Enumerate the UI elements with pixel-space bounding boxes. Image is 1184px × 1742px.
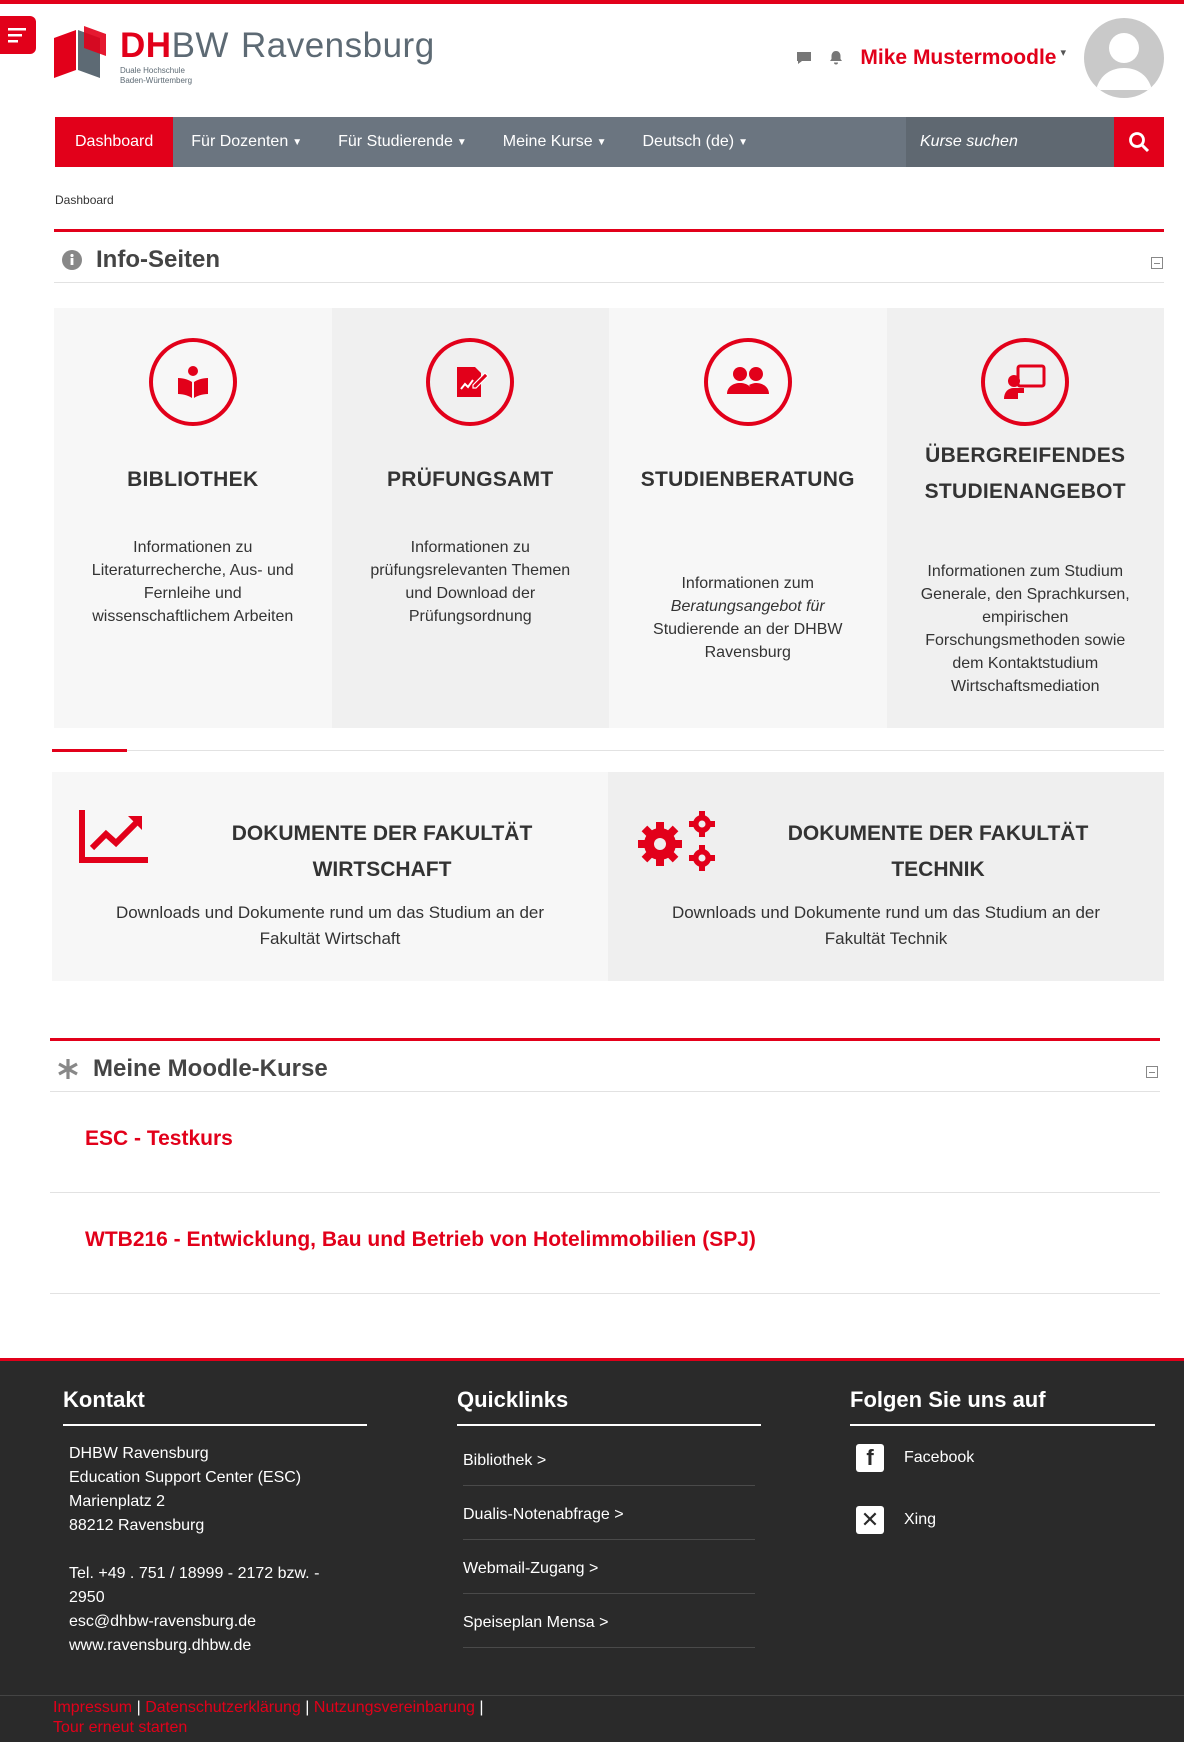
presentation-icon — [1004, 364, 1046, 400]
course-link-wtb216[interactable]: WTB216 - Entwicklung, Bau und Betrieb von Hotelimmobilien (SPJ) — [85, 1228, 756, 1251]
card-uebergreifendes-studienangebot[interactable] — [887, 308, 1165, 728]
docs-accent-bar — [52, 749, 127, 752]
avatar-placeholder-icon — [1084, 18, 1164, 98]
faculty-documents — [52, 772, 1164, 981]
trend-chart-icon — [78, 808, 150, 869]
asterisk-icon — [57, 1058, 79, 1080]
card-title: PRÜFUNGSAMT — [386, 468, 554, 491]
card-icon-circle — [426, 338, 514, 426]
search-icon — [1128, 131, 1150, 153]
footer-legal-links: Impressum | Datenschutzerklärung | Nutzungsvereinbarung | Tour erneut starten — [53, 1699, 484, 1736]
footer-social-title: Folgen Sie uns auf — [850, 1387, 1046, 1412]
user-menu-area — [796, 18, 1164, 98]
card-title: BIBLIOTHEK — [127, 468, 259, 491]
caret-down-icon: ▼ — [292, 136, 303, 148]
facebook-icon: f — [856, 1444, 884, 1472]
messages-icon[interactable] — [796, 50, 812, 66]
courses-block-divider — [50, 1091, 1160, 1092]
legal-nutzungsvereinbarung-link[interactable]: Nutzungsvereinbarung — [313, 1699, 475, 1716]
info-icon — [62, 250, 82, 270]
main-navbar — [55, 117, 1164, 167]
card-desc: Informationen zu Literaturrecherche, Aus- und Fernleihe und wissenschaftlichem Arbeiten — [91, 539, 294, 625]
card-desc: Informationen zum Studium Generale, den Sprachkursen, empirischen Forschungsmethoden sowie dem Kontaktstudium Wirtschaftsmediation — [920, 563, 1130, 695]
nav-dashboard[interactable]: Dashboard — [55, 117, 173, 167]
quicklink-separator — [463, 1485, 755, 1486]
nav-fuer-dozenten[interactable]: Für Dozenten ▼ — [191, 133, 303, 150]
restart-tour-link[interactable]: Tour erneut starten — [53, 1719, 188, 1736]
legal-impressum-link[interactable]: Impressum — [53, 1699, 133, 1716]
info-block-title: Info-Seiten — [96, 246, 220, 273]
course-link-esc-testkurs[interactable]: ESC - Testkurs — [85, 1127, 233, 1150]
footer-quicklinks-title: Quicklinks — [457, 1387, 569, 1412]
user-avatar[interactable] — [1084, 18, 1164, 98]
user-menu-toggle[interactable]: Mike Mustermoodle ▾ — [860, 46, 1066, 70]
info-cards — [54, 308, 1164, 728]
caret-down-icon: ▼ — [596, 136, 607, 148]
footer-contact-details: Tel. +49 . 751 / 18999 - 2172 bzw. - 2950 esc@dhbw-ravensburg.de www.ravensburg.dhbw.de — [69, 1562, 319, 1658]
docs-divider — [52, 750, 1164, 751]
footer-contact-title: Kontakt — [63, 1387, 145, 1412]
exam-document-icon — [451, 363, 489, 401]
card-pruefungsamt[interactable] — [332, 308, 610, 728]
courses-block-collapse-icon[interactable] — [1146, 1066, 1158, 1078]
courses-block-title: Meine Moodle-Kurse — [93, 1055, 328, 1082]
dhbw-logo-mark-icon — [54, 26, 112, 80]
logo-bw: BW — [171, 26, 229, 65]
drawer-toggle-button[interactable] — [0, 16, 36, 54]
course-divider — [50, 1192, 1160, 1193]
search-button[interactable] — [1114, 117, 1164, 167]
courses-block-top-border — [50, 1038, 1160, 1041]
courses-block-header — [57, 1055, 328, 1083]
quicklink-separator — [463, 1539, 755, 1540]
quicklink-mensa[interactable]: Speiseplan Mensa > — [463, 1614, 609, 1631]
xing-icon: ✕ — [856, 1506, 884, 1534]
card-icon-circle — [149, 338, 237, 426]
quicklink-separator — [463, 1593, 755, 1594]
doc-title: DOKUMENTE DER FAKULTÄT TECHNIK — [787, 822, 1089, 881]
card-title: ÜBERGREIFENDES STUDIENANGEBOT — [924, 444, 1126, 503]
card-bibliothek[interactable] — [54, 308, 332, 728]
site-logo[interactable] — [54, 26, 435, 86]
logo-dh: DH — [120, 26, 172, 65]
quicklink-webmail[interactable]: Webmail-Zugang > — [463, 1560, 599, 1577]
footer-web-link[interactable]: www.ravensburg.dhbw.de — [69, 1637, 252, 1654]
info-block-divider — [54, 282, 1164, 283]
footer-social-underline — [850, 1424, 1155, 1426]
nav-meine-kurse[interactable]: Meine Kurse ▼ — [502, 133, 607, 150]
card-desc: Informationen zu prüfungsrelevanten Themen und Download der Prüfungsordnung — [370, 539, 571, 625]
logo-sub-1: Duale Hochschule — [120, 66, 185, 75]
footer-legal-divider — [0, 1695, 1184, 1696]
users-icon — [726, 363, 770, 401]
logo-city: Ravensburg — [240, 26, 435, 65]
card-icon-circle — [981, 338, 1069, 426]
doc-card-technik[interactable] — [608, 772, 1164, 981]
card-desc: Informationen zum Beratungsangebot für Studierende an der DHBW Ravensburg — [653, 575, 843, 661]
course-search-input[interactable]: Kurse suchen — [906, 117, 1114, 167]
info-block-top-border — [54, 229, 1164, 232]
quicklink-separator — [463, 1647, 755, 1648]
notifications-bell-icon[interactable] — [828, 50, 844, 66]
social-link-facebook[interactable]: f Facebook — [856, 1444, 974, 1472]
card-title: STUDIENBERATUNG — [640, 468, 855, 491]
gears-icon — [634, 808, 724, 879]
logo-sub-2: Baden-Württemberg — [120, 76, 193, 85]
doc-card-wirtschaft[interactable] — [52, 772, 608, 981]
doc-desc: Downloads und Dokumente rund um das Studium an der Fakultät Wirtschaft — [115, 903, 545, 948]
info-block-header — [62, 246, 220, 274]
caret-down-icon: ▼ — [456, 136, 467, 148]
book-icon — [174, 363, 212, 401]
course-divider — [50, 1293, 1160, 1294]
breadcrumb[interactable]: Dashboard — [55, 193, 114, 207]
caret-down-icon: ▼ — [738, 136, 748, 148]
legal-datenschutz-link[interactable]: Datenschutzerklärung — [145, 1699, 301, 1716]
social-link-xing[interactable]: ✕ Xing — [856, 1506, 936, 1534]
footer-quicklinks-underline — [457, 1424, 761, 1426]
hamburger-icon — [8, 27, 28, 43]
card-icon-circle — [704, 338, 792, 426]
info-block-collapse-icon[interactable] — [1151, 257, 1163, 269]
doc-title: DOKUMENTE DER FAKULTÄT WIRTSCHAFT — [231, 822, 533, 881]
nav-language[interactable]: Deutsch (de) ▼ — [642, 133, 748, 150]
nav-fuer-studierende[interactable]: Für Studierende ▼ — [338, 133, 467, 150]
quicklink-dualis[interactable]: Dualis-Notenabfrage > — [463, 1506, 624, 1523]
doc-desc: Downloads und Dokumente rund um das Studium an der Fakultät Technik — [671, 903, 1101, 948]
quicklink-bibliothek[interactable]: Bibliothek > — [463, 1452, 547, 1469]
card-studienberatung[interactable] — [609, 308, 887, 728]
page-footer — [0, 1358, 1184, 1742]
footer-email-link[interactable]: esc@dhbw-ravensburg.de — [69, 1613, 257, 1630]
top-accent-bar — [0, 0, 1184, 4]
footer-contact-address: DHBW Ravensburg Education Support Center (ESC) Marienplatz 2 88212 Ravensburg — [69, 1445, 302, 1534]
footer-contact-underline — [63, 1424, 367, 1426]
